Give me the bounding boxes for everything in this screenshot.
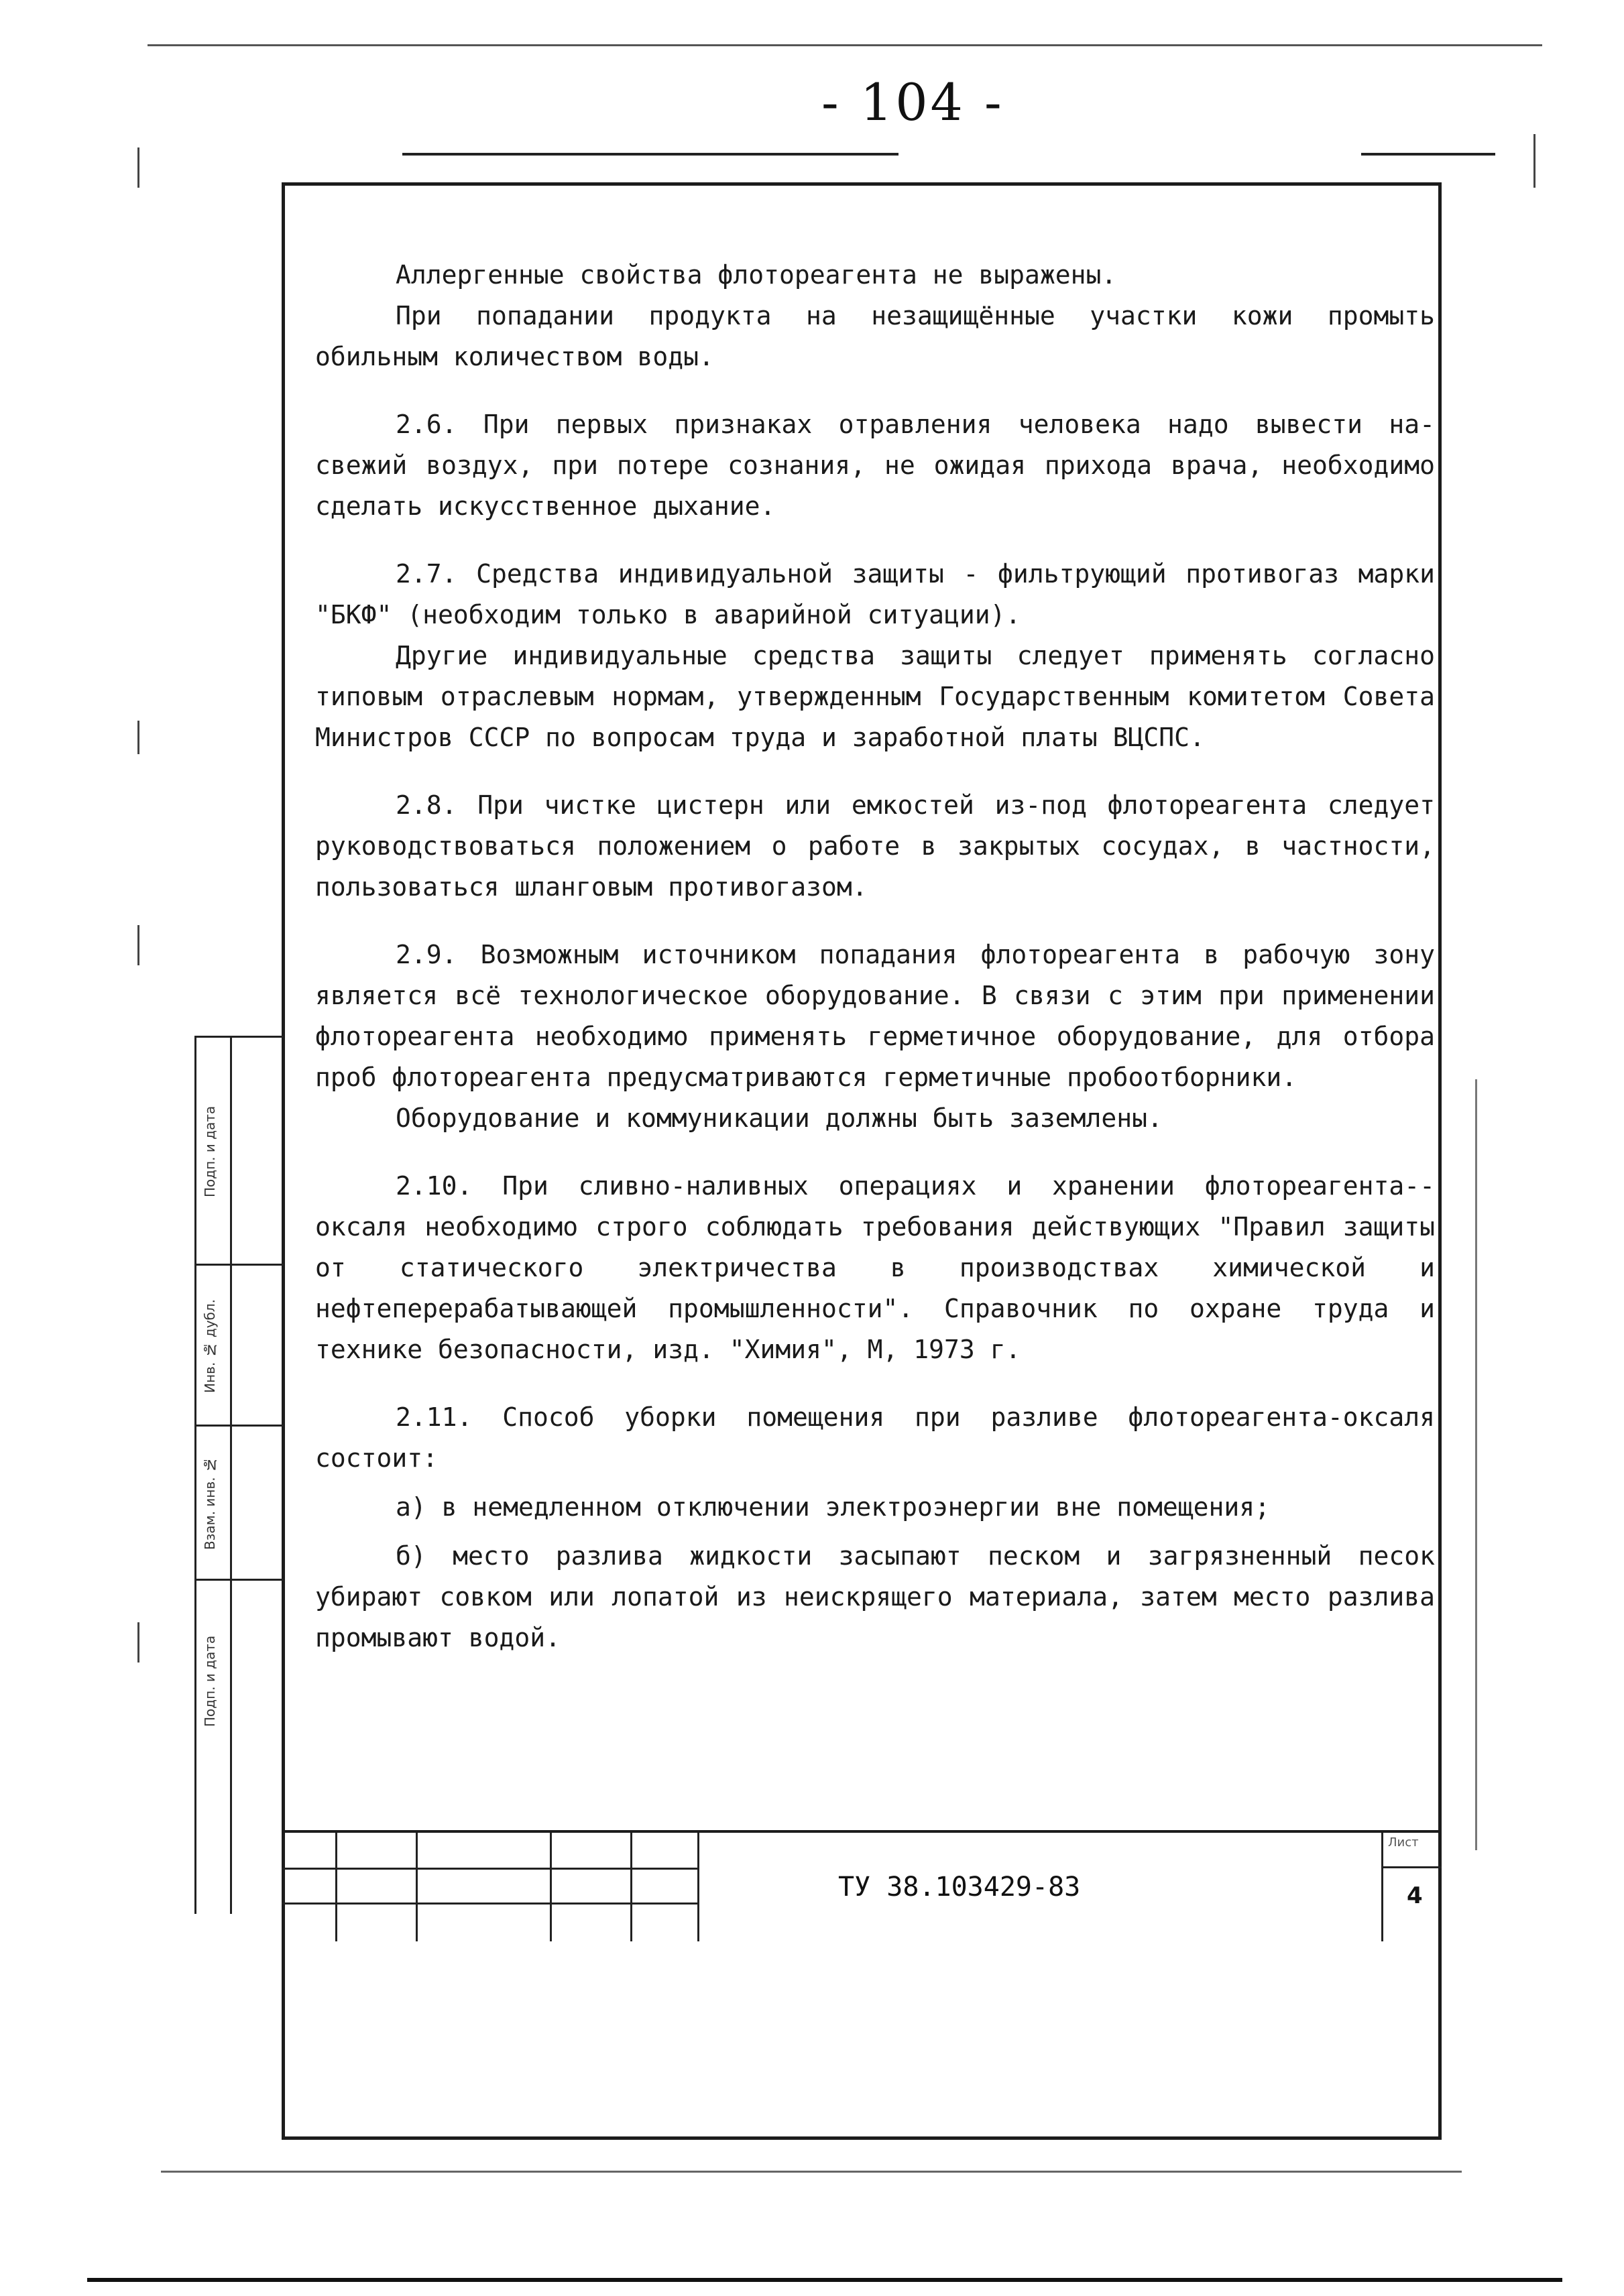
scan-mark-left-2 xyxy=(137,721,139,754)
header-rule-right xyxy=(1361,153,1495,156)
title-block-sheet-row xyxy=(1381,1866,1442,1868)
page-number: - 104 - xyxy=(821,72,1004,132)
paragraph-2-7-other-means: Другие индивидуальные средства защиты следует применять согласно типовым отраслевым нормам, утвержденным Государственным комитетом Совета Министров СССР по вопросам труда и заработной платы ВЦСПС. xyxy=(315,641,1435,752)
title-block-sheet-col xyxy=(1381,1833,1383,1941)
paragraph-2-9-grounding: Оборудование и коммуникации должны быть заземлены. xyxy=(396,1103,1163,1133)
paragraph-allergen: Аллергенные свойства флотореагента не выражены. xyxy=(396,260,1117,290)
side-label-duplicate-inv: Инв. № дубл. xyxy=(202,1298,218,1394)
scan-mark-left-3 xyxy=(137,925,139,965)
scan-mark-right-2 xyxy=(1475,1079,1477,1850)
sheet-number: 4 xyxy=(1407,1882,1423,1909)
paragraph-2-11-b: б) место разлива жидкости засыпают песком и загрязненный песок убирают совком или лопатой из неискрящего материала, затем место разлива промывают водой. xyxy=(315,1541,1435,1652)
side-cell-duplicate-inv xyxy=(196,1264,284,1425)
scan-top-line xyxy=(148,44,1542,46)
side-label-signature-date: Подп. и дата xyxy=(202,1105,218,1198)
scan-mark-right-1 xyxy=(1533,134,1535,188)
paragraph-2-11-a: а) в немедленном отключении электроэнергии вне помещения; xyxy=(396,1492,1271,1522)
side-label-replacement-inv: Взам. инв. № xyxy=(202,1457,218,1551)
title-block-col-3 xyxy=(550,1833,552,1941)
title-block-col-2 xyxy=(416,1833,418,1941)
side-label-signature-date-2: Подп. и дата xyxy=(202,1635,218,1728)
title-block-col-1 xyxy=(335,1833,337,1941)
header-rule-left xyxy=(402,153,898,156)
scan-mark-left-1 xyxy=(137,147,139,188)
paragraph-2-11: 2.11. Способ уборки помещения при разливе флотореагента-оксаля состоит: xyxy=(315,1402,1435,1473)
scan-mark-left-4 xyxy=(137,1622,139,1663)
sheet-label: Лист xyxy=(1388,1835,1419,1850)
paragraph-2-6: 2.6. При первых признаках отравления человека надо вывести на-свежий воздух, при потере сознания, не ожидая прихода врача, необходимо сделать искусственное дыхание. xyxy=(315,410,1435,521)
scan-edge-line xyxy=(87,2278,1562,2282)
title-block-col-4 xyxy=(630,1833,632,1941)
document-body xyxy=(315,255,1435,1658)
side-cell-replacement-inv xyxy=(196,1425,284,1579)
title-block-row-2 xyxy=(282,1902,697,1905)
paragraph-2-8: 2.8. При чистке цистерн или емкостей из-под флотореагента следует руководствоваться положением о работе в закрытых сосудах, в частности, пользоваться шланговым противогазом. xyxy=(315,790,1435,902)
side-cell-signature-date xyxy=(196,1036,284,1264)
paragraph-2-7: 2.7. Средства индивидуальной защиты - фильтрующий противогаз марки "БКФ" (необходим только в аварийной ситуации). xyxy=(315,559,1435,629)
paragraph-2-9: 2.9. Возможным источником попадания флотореагента в рабочую зону является всё технологическое оборудование. В связи с этим при применении флотореагента необходимо применять герметичное оборудование, для отбора проб флотореагента предусматриваются герметичные пробоотборники. xyxy=(315,940,1435,1092)
scan-bottom-line xyxy=(161,2171,1462,2173)
side-registration-stamp xyxy=(194,1036,284,1914)
title-block-row-1 xyxy=(282,1868,697,1870)
side-cell-signature-date-2 xyxy=(196,1579,284,1914)
document-code: ТУ 38.103429-83 xyxy=(838,1872,1081,1902)
title-block-col-5 xyxy=(697,1833,699,1941)
paragraph-skin-contact: При попадании продукта на незащищённые участки кожи промыть обильным количеством воды. xyxy=(315,301,1435,371)
paragraph-2-10: 2.10. При сливно-наливных операциях и хранении флотореагента--оксаля необходимо строго соблюдать требования действующих "Правил защиты от статического электричества в производствах химической и нефтеперерабатывающей промышленности". Справочник по охране труда и технике безопасности, изд. "Химия", М, 1973 г. xyxy=(315,1171,1435,1364)
